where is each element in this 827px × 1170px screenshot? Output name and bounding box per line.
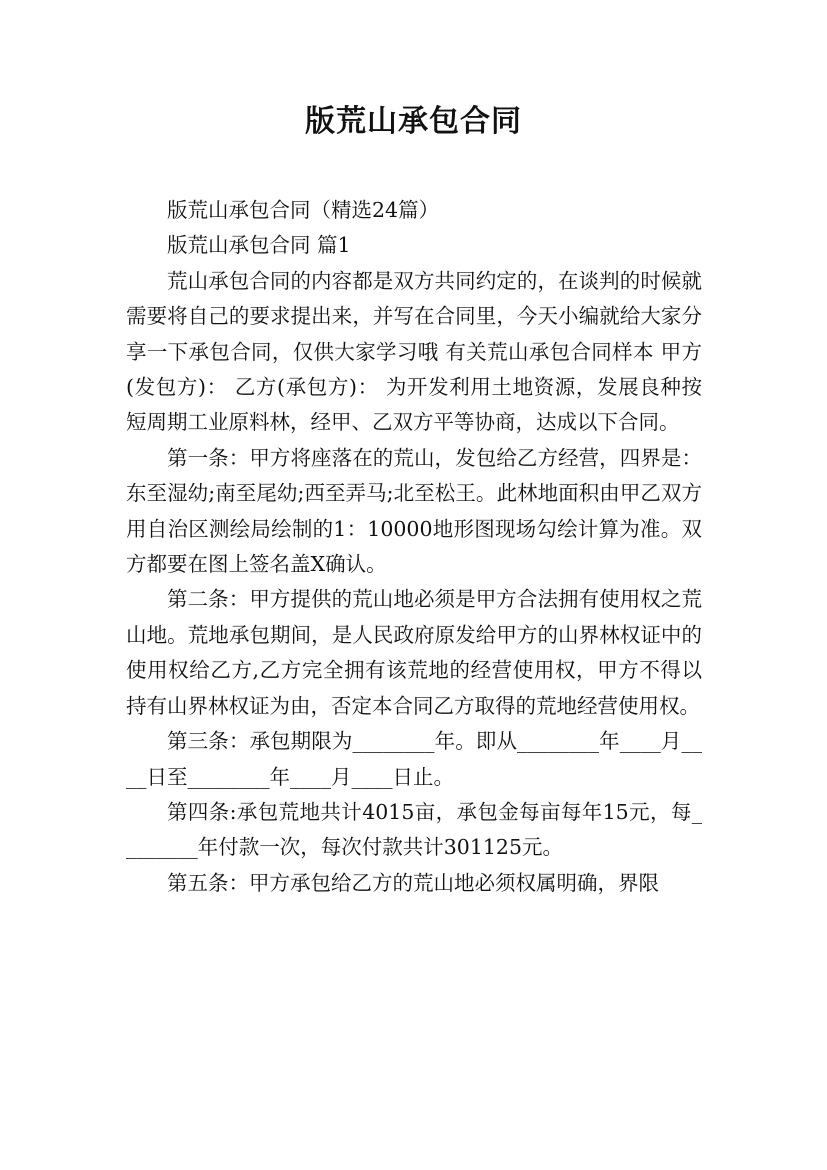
document-title: 版荒山承包合同 [305, 104, 522, 139]
intro-paragraph: 荒山承包合同的内容都是双方共同约定的，在谈判的时候就需要将自己的要求提出来，并写在合同里，今天小编就给大家分享一下承包合同，仅供大家学习哦 有关荒山承包合同样本 甲方(发包方)： 乙方(承包方)： 为开发利用土地资源，发展良种按短周期工业原料林，经甲、乙双方平等协商，达成以下合同。 [126, 268, 702, 435]
article-1-paragraph: 第一条：甲方将座落在的荒山，发包给乙方经营，四界是：东至湿幼;南至尾幼;西至弄马;北至松王。此林地面积由甲乙双方用自治区测绘局绘制的1：10000地形图现场勾绘计算为准。双方都要在图上签名盖X确认。 [126, 445, 702, 577]
article-5-paragraph: 第五条：甲方承包给乙方的荒山地必须权属明确，界限 [167, 870, 659, 895]
article-4-paragraph: 第四条:承包荒地共计4015亩，承包金每亩每年15元，每________年付款一次，每次付款共计301125元。 [126, 799, 702, 860]
subtitle-paragraph: 版荒山承包合同（精选24篇） [167, 198, 440, 222]
article-2-paragraph: 第二条：甲方提供的荒山地必须是甲方合法拥有使用权之荒山地。荒地承包期间，是人民政府原发给甲方的山界林权证中的使用权给乙方,乙方完全拥有该荒地的经营使用权，甲方不得以持有山界林权证为由，否定本合同乙方取得的荒地经营使用权。 [126, 587, 702, 718]
article-3-paragraph: 第三条：承包期限为________年。即从________年____月____日至________年____月____日止。 [126, 729, 702, 789]
section-heading-paragraph: 版荒山承包合同 篇1 [167, 233, 351, 258]
document-body [126, 193, 702, 901]
